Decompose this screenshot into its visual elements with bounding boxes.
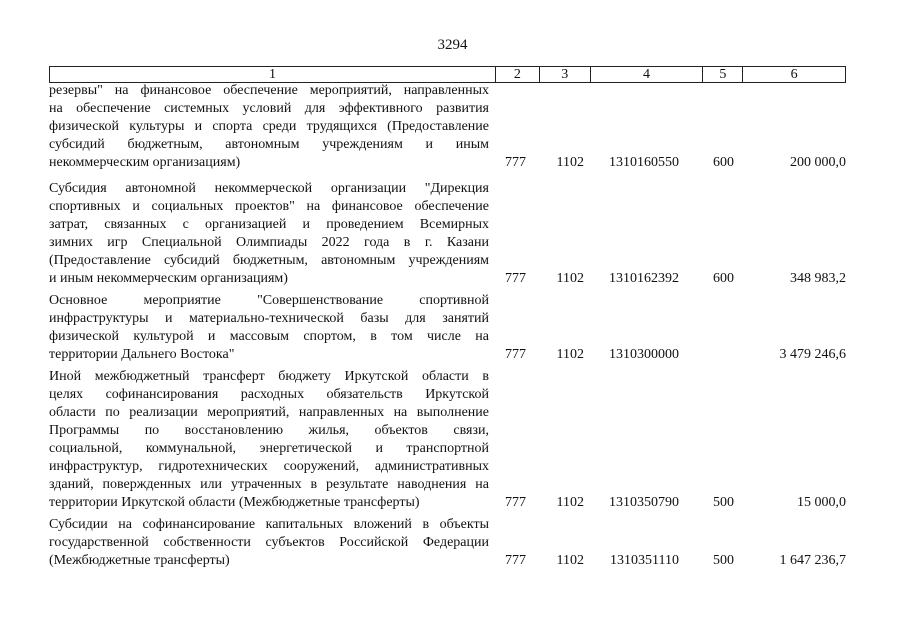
header-cell-grbs: 2 bbox=[496, 67, 540, 82]
description-line: на обеспечение системных условий для эффективного развития bbox=[49, 101, 489, 116]
table-row bbox=[49, 82, 846, 172]
cell-grbs: 777 bbox=[505, 347, 526, 362]
table-row bbox=[49, 180, 846, 288]
description-line: инфраструктуры и материально-технической базы для занятий bbox=[49, 311, 489, 326]
description-line: затрат, связанных с организацией и проведением Всемирных bbox=[49, 217, 489, 232]
table-row bbox=[49, 516, 846, 570]
cell-expense-type: 500 bbox=[713, 553, 734, 568]
cell-amount: 3 479 246,6 bbox=[779, 347, 846, 362]
cell-expense-type: 600 bbox=[713, 271, 734, 286]
cell-section: 1102 bbox=[556, 347, 584, 362]
description-line: области по реализации мероприятий, направленных на выполнение bbox=[49, 405, 489, 420]
header-cell-section: 3 bbox=[540, 67, 591, 82]
header-cell-amount: 6 bbox=[790, 67, 798, 82]
description-line: зимних игр Специальной Олимпиады 2022 года в г. Казани bbox=[49, 235, 489, 250]
description-line: территории Иркутской области (Межбюджетные трансферты) bbox=[49, 495, 420, 510]
description-line: инфраструктур, гидротехнических сооружений, административных bbox=[49, 459, 489, 474]
header-cell-description: 1 bbox=[50, 67, 496, 82]
description-line: социальной, коммунальной, энергетической и транспортной bbox=[49, 441, 489, 456]
cell-grbs: 777 bbox=[505, 271, 526, 286]
cell-expense-type: 500 bbox=[713, 495, 734, 510]
row-description bbox=[49, 368, 489, 512]
cell-expense-type: 600 bbox=[713, 155, 734, 170]
description-line: Иной межбюджетный трансферт бюджету Иркутской области в bbox=[49, 369, 489, 384]
table-header bbox=[49, 66, 846, 83]
cell-target-article: 1310350790 bbox=[609, 495, 679, 510]
cell-grbs: 777 bbox=[505, 155, 526, 170]
description-line: целях софинансирования расходных обязательств Иркутской bbox=[49, 387, 489, 402]
description-line: (Межбюджетные трансферты) bbox=[49, 553, 230, 568]
row-description bbox=[49, 180, 489, 288]
cell-amount: 1 647 236,7 bbox=[779, 553, 846, 568]
description-line: резервы" на финансовое обеспечение мероприятий, направленных bbox=[49, 83, 489, 98]
cell-target-article: 1310351110 bbox=[610, 553, 679, 568]
cell-target-article: 1310300000 bbox=[609, 347, 679, 362]
description-line: спортивных и социальных проектов" на финансовое обеспечение bbox=[49, 199, 489, 214]
description-line: Субсидия автономной некоммерческой организации "Дирекция bbox=[49, 181, 489, 196]
cell-section: 1102 bbox=[556, 155, 584, 170]
cell-amount: 15 000,0 bbox=[797, 495, 846, 510]
header-cell-target-article: 4 bbox=[591, 67, 704, 82]
description-line: субсидий бюджетным, автономным учреждениям и иным bbox=[49, 137, 489, 152]
description-line: Основное мероприятие "Совершенствование спортивной bbox=[49, 293, 489, 308]
table-row bbox=[49, 368, 846, 512]
table-row bbox=[49, 292, 846, 364]
row-description bbox=[49, 516, 489, 570]
description-line: физической культуры и спорта среди трудящихся (Предоставление bbox=[49, 119, 489, 134]
cell-target-article: 1310162392 bbox=[609, 271, 679, 286]
description-line: государственной собственности субъектов Российской Федерации bbox=[49, 535, 489, 550]
cell-grbs: 777 bbox=[505, 495, 526, 510]
cell-grbs: 777 bbox=[505, 553, 526, 568]
cell-section: 1102 bbox=[556, 495, 584, 510]
description-line: зданий, повержденных или утраченных в результате наводнения на bbox=[49, 477, 489, 492]
description-line: некоммерческим организациям) bbox=[49, 155, 241, 170]
description-line: физической культурой и массовым спортом, в том числе на bbox=[49, 329, 489, 344]
cell-section: 1102 bbox=[556, 553, 584, 568]
page-number: 3294 bbox=[437, 37, 468, 53]
cell-amount: 348 983,2 bbox=[790, 271, 846, 286]
description-line: Субсидии на софинансирование капитальных вложений в объекты bbox=[49, 517, 489, 532]
description-line: территории Дальнего Востока" bbox=[49, 347, 235, 362]
cell-section: 1102 bbox=[556, 271, 584, 286]
cell-target-article: 1310160550 bbox=[609, 155, 679, 170]
header-cell-expense-type: 5 bbox=[703, 67, 743, 82]
row-description bbox=[49, 292, 489, 364]
description-line: Программы по восстановлению жилья, объектов связи, bbox=[49, 423, 489, 438]
row-description bbox=[49, 82, 489, 172]
cell-amount: 200 000,0 bbox=[790, 155, 846, 170]
description-line: и иным некоммерческим организациям) bbox=[49, 271, 288, 286]
description-line: (Предоставление субсидий бюджетным, автономным учреждениям bbox=[49, 253, 489, 268]
